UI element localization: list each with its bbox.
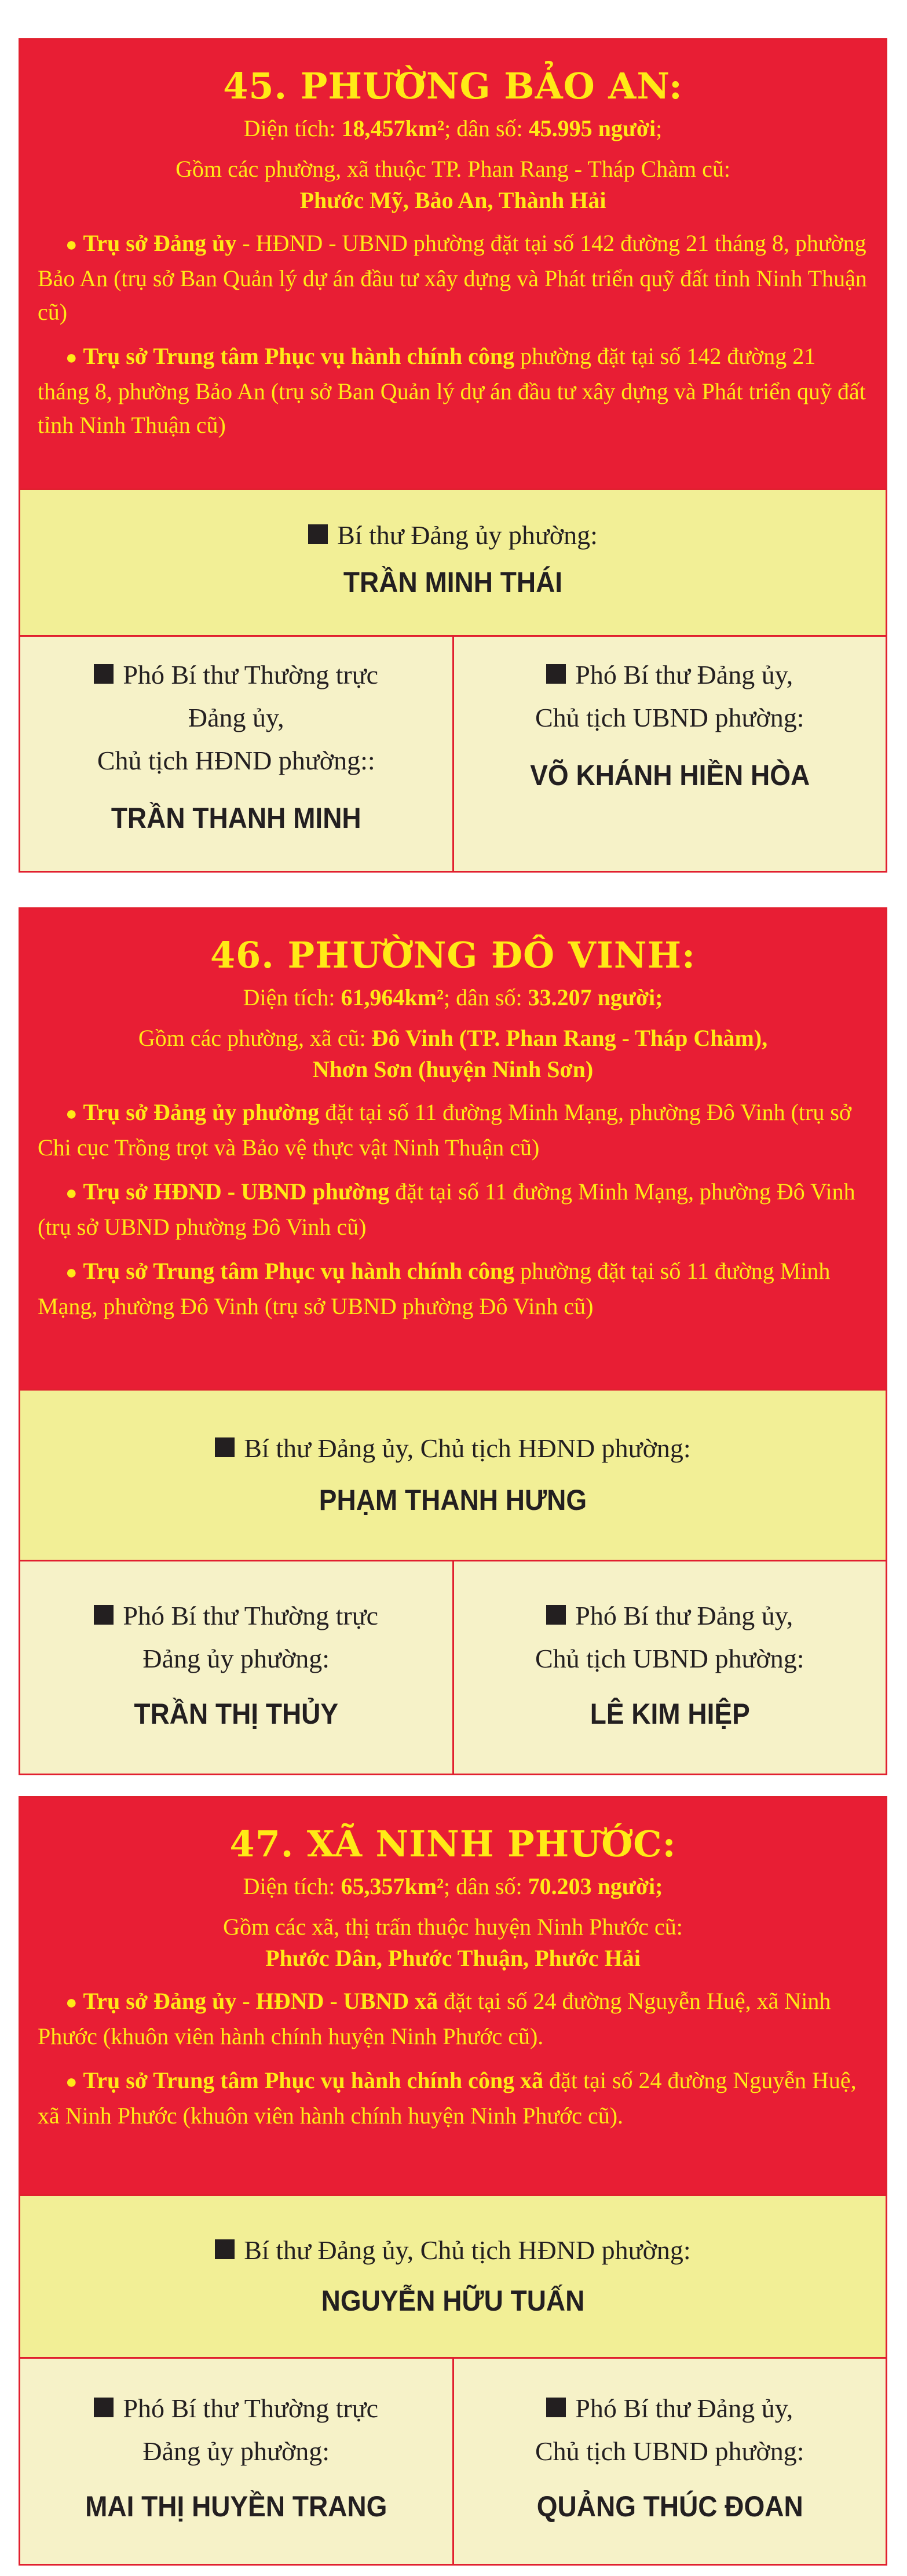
ward-header bbox=[20, 1798, 886, 2194]
secretary-role: Bí thư Đảng ủy phường: bbox=[20, 518, 886, 553]
population-value: 70.203 người; bbox=[528, 1873, 663, 1899]
secretary-panel bbox=[20, 488, 886, 637]
square-icon bbox=[546, 664, 566, 684]
ward-composition: Gồm các xã, thị trấn thuộc huyện Ninh Phước cũ: Phước Dân, Phước Thuận, Phước Hải bbox=[38, 1911, 868, 1974]
secretary-name: NGUYỄN HỮU TUẤN bbox=[321, 2285, 585, 2317]
ward-composition: Gồm các phường, xã thuộc TP. Phan Rang - Tháp Chàm cũ: Phước Mỹ, Bảo An, Thành Hải bbox=[38, 154, 868, 216]
deputy-role: Phó Bí thư Thường trực bbox=[20, 1599, 452, 1633]
office-info: ● Trụ sở Trung tâm Phục vụ hành chính công phường đặt tại số 142 đường 21 tháng 8, phường Bảo An (trụ sở Ban Quản lý dự án đầu tư xây dựng và Phát triển quỹ đất tỉnh Ninh Thuận cũ) bbox=[38, 343, 866, 438]
secretary-role: Bí thư Đảng ủy, Chủ tịch HĐND phường: bbox=[20, 1431, 886, 1466]
merged-units-list: Phước Mỹ, Bảo An, Thành Hải bbox=[299, 187, 606, 213]
deputy-name: LÊ KIM HIỆP bbox=[590, 1698, 750, 1730]
population-value: 33.207 người; bbox=[528, 984, 663, 1010]
deputies-row bbox=[20, 637, 886, 871]
merged-units-list: Nhơn Sơn (huyện Ninh Sơn) bbox=[312, 1056, 594, 1082]
square-icon bbox=[94, 664, 114, 684]
office-info: ● Trụ sở HĐND - UBND phường đặt tại số 11 đường Minh Mạng, phường Đô Vinh (trụ sở UBND phường Đô Vinh cũ) bbox=[38, 1178, 855, 1240]
ward-card-ninh-phuoc bbox=[19, 1796, 887, 2566]
bullet-icon: ● bbox=[65, 1992, 78, 2013]
bullet-icon: ● bbox=[65, 2071, 78, 2093]
population-value: 45.995 người bbox=[528, 115, 656, 141]
secretary-panel bbox=[20, 2194, 886, 2359]
bullet-icon: ● bbox=[65, 1103, 78, 1125]
square-icon bbox=[94, 1605, 114, 1625]
office-info: ● Trụ sở Trung tâm Phục vụ hành chính công xã đặt tại số 24 đường Nguyễn Huệ, xã Ninh Phước (khuôn viên hành chính huyện Ninh Phước cũ). bbox=[38, 2067, 857, 2129]
deputy-chairman: Phó Bí thư Đảng ủy, Chủ tịch UBND phường: VÕ KHÁNH HIỀN HÒA bbox=[452, 637, 886, 871]
ward-header bbox=[20, 40, 886, 488]
area-value: 61,964km² bbox=[341, 984, 444, 1010]
deputies-row bbox=[20, 2359, 886, 2564]
office-info: ● Trụ sở Đảng ủy phường đặt tại số 11 đường Minh Mạng, phường Đô Vinh (trụ sở Chi cục Trồng trọt và Bảo vệ thực vật Ninh Thuận cũ) bbox=[38, 1099, 852, 1161]
bullet-icon: ● bbox=[65, 1183, 78, 1204]
deputy-chairman: Phó Bí thư Đảng ủy, Chủ tịch UBND phường: QUẢNG THÚC ĐOAN bbox=[452, 2359, 886, 2564]
deputy-standing: Phó Bí thư Thường trực Đảng ủy, Chủ tịch HĐND phường:: TRẦN THANH MINH bbox=[20, 637, 452, 871]
bullet-icon: ● bbox=[65, 234, 78, 256]
square-icon bbox=[308, 524, 328, 544]
ward-header bbox=[20, 909, 886, 1389]
deputy-standing: Phó Bí thư Thường trực Đảng ủy phường: TRẦN THỊ THỦY bbox=[20, 1561, 452, 1774]
area-value: 18,457km² bbox=[341, 115, 445, 141]
deputy-name: TRẦN THỊ THỦY bbox=[134, 1698, 339, 1730]
ward-stats: Diện tích: 18,457km²; dân số: 45.995 người; bbox=[243, 115, 663, 141]
bullet-icon: ● bbox=[65, 1262, 78, 1283]
square-icon bbox=[215, 2239, 235, 2259]
merged-units-list: Phước Dân, Phước Thuận, Phước Hải bbox=[265, 1945, 641, 1971]
office-info: ● Trụ sở Trung tâm Phục vụ hành chính công phường đặt tại số 11 đường Minh Mạng, phường Đô Vinh (trụ sở UBND phường Đô Vinh cũ) bbox=[38, 1258, 831, 1319]
deputy-name: MAI THỊ HUYỀN TRANG bbox=[85, 2490, 387, 2523]
deputy-name: TRẦN THANH MINH bbox=[111, 802, 361, 834]
secretary-name: TRẦN MINH THÁI bbox=[343, 566, 563, 599]
deputy-role: Phó Bí thư Thường trực bbox=[20, 2391, 452, 2426]
deputies-row bbox=[20, 1561, 886, 1774]
deputy-role: Phó Bí thư Đảng ủy, bbox=[454, 1599, 886, 1633]
deputy-role: Phó Bí thư Thường trực bbox=[20, 658, 452, 692]
ward-title: 47. XÃ NINH PHƯỚC: bbox=[229, 1823, 676, 1865]
office-info: ● Trụ sở Đảng ủy - HĐND - UBND xã đặt tại số 24 đường Nguyễn Huệ, xã Ninh Phước (khuôn viên hành chính huyện Ninh Phước cũ). bbox=[38, 1988, 831, 2049]
square-icon bbox=[94, 2398, 114, 2417]
deputy-name: QUẢNG THÚC ĐOAN bbox=[536, 2490, 803, 2523]
deputy-role: Phó Bí thư Đảng ủy, bbox=[454, 2391, 886, 2426]
ward-stats: Diện tích: 61,964km²; dân số: 33.207 người; bbox=[243, 984, 663, 1010]
ward-title: 45. PHƯỜNG BẢO AN: bbox=[223, 65, 683, 107]
office-info: ● Trụ sở Đảng ủy - HĐND - UBND phường đặt tại số 142 đường 21 tháng 8, phường Bảo An (trụ sở Ban Quản lý dự án đầu tư xây dựng và Phát triển quỹ đất tỉnh Ninh Thuận cũ) bbox=[38, 230, 867, 325]
ward-card-do-vinh bbox=[19, 907, 887, 1775]
deputy-role: Phó Bí thư Đảng ủy, bbox=[454, 658, 886, 692]
secretary-name: PHẠM THANH HƯNG bbox=[319, 1484, 587, 1516]
deputy-chairman: Phó Bí thư Đảng ủy, Chủ tịch UBND phường: LÊ KIM HIỆP bbox=[452, 1561, 886, 1774]
ward-composition: Gồm các phường, xã cũ: Đô Vinh (TP. Phan Rang - Tháp Chàm), Nhơn Sơn (huyện Ninh Sơn) bbox=[38, 1023, 868, 1085]
deputy-standing: Phó Bí thư Thường trực Đảng ủy phường: MAI THỊ HUYỀN TRANG bbox=[20, 2359, 452, 2564]
bullet-icon: ● bbox=[65, 347, 78, 368]
ward-stats: Diện tích: 65,357km²; dân số: 70.203 người; bbox=[243, 1873, 663, 1899]
area-value: 65,357km² bbox=[341, 1873, 444, 1899]
deputy-name: VÕ KHÁNH HIỀN HÒA bbox=[529, 759, 810, 791]
ward-title: 46. PHƯỜNG ĐÔ VINH: bbox=[210, 934, 696, 976]
square-icon bbox=[546, 1605, 566, 1625]
ward-card-bao-an bbox=[19, 38, 887, 873]
square-icon bbox=[546, 2398, 566, 2417]
secretary-role: Bí thư Đảng ủy, Chủ tịch HĐND phường: bbox=[20, 2233, 886, 2268]
square-icon bbox=[215, 1437, 235, 1457]
secretary-panel bbox=[20, 1389, 886, 1561]
